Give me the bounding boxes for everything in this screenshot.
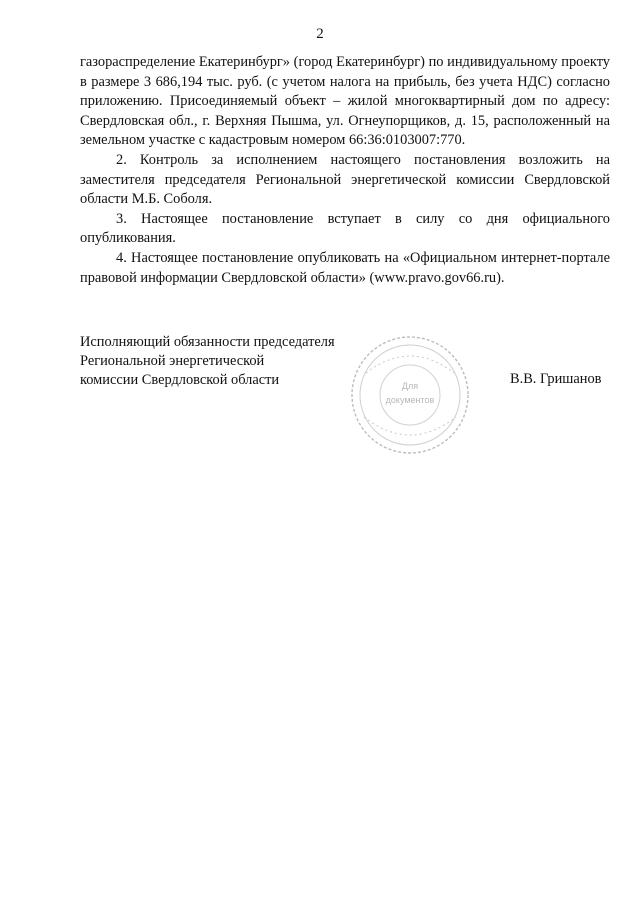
- signer-name: В.В. Гришанов: [510, 371, 602, 387]
- stamp-text-bottom: документов: [385, 395, 435, 405]
- official-seal-stamp: [348, 333, 472, 457]
- document-body: [80, 53, 610, 288]
- signatory-title: [80, 333, 335, 390]
- paragraph-3-effective-date: 3. Настоящее постановление вступает в силу со дня официального опубликования.: [80, 210, 610, 247]
- paragraph-2-control-clause: 2. Контроль за исполнением настоящего постановления возложить на заместителя председателя Региональной энергетической комиссии Свердловской области М.Б. Соболя.: [80, 151, 610, 208]
- paragraph-1-continuation: газораспределение Екатеринбург» (город Екатеринбург) по индивидуальному проекту в размере 3 686,194 тыс. руб. (с учетом налога на прибыль, без учета НДС) согласно приложению. Присоединяемый объект – жилой многоквартирный дом по адресу: Свердловская обл., г. Верхняя Пышма, ул. Огнеупорщиков, д. 15, расположенный на земельном участке с кадастровым номером 66:36:0103007:770.: [80, 54, 610, 149]
- signatory-title-line-2: Региональной энергетической: [80, 353, 265, 369]
- signatory-title-line-3: комиссии Свердловской области: [80, 372, 280, 388]
- stamp-text-top: Для: [401, 381, 419, 391]
- signatory-title-line-1: Исполняющий обязанности председателя: [80, 334, 335, 350]
- paragraph-4-publication: 4. Настоящее постановление опубликовать на «Официальном интернет-портале правовой информации Свердловской области» (www.pravo.gov66.ru).: [80, 249, 610, 286]
- page-number: 2: [316, 26, 324, 42]
